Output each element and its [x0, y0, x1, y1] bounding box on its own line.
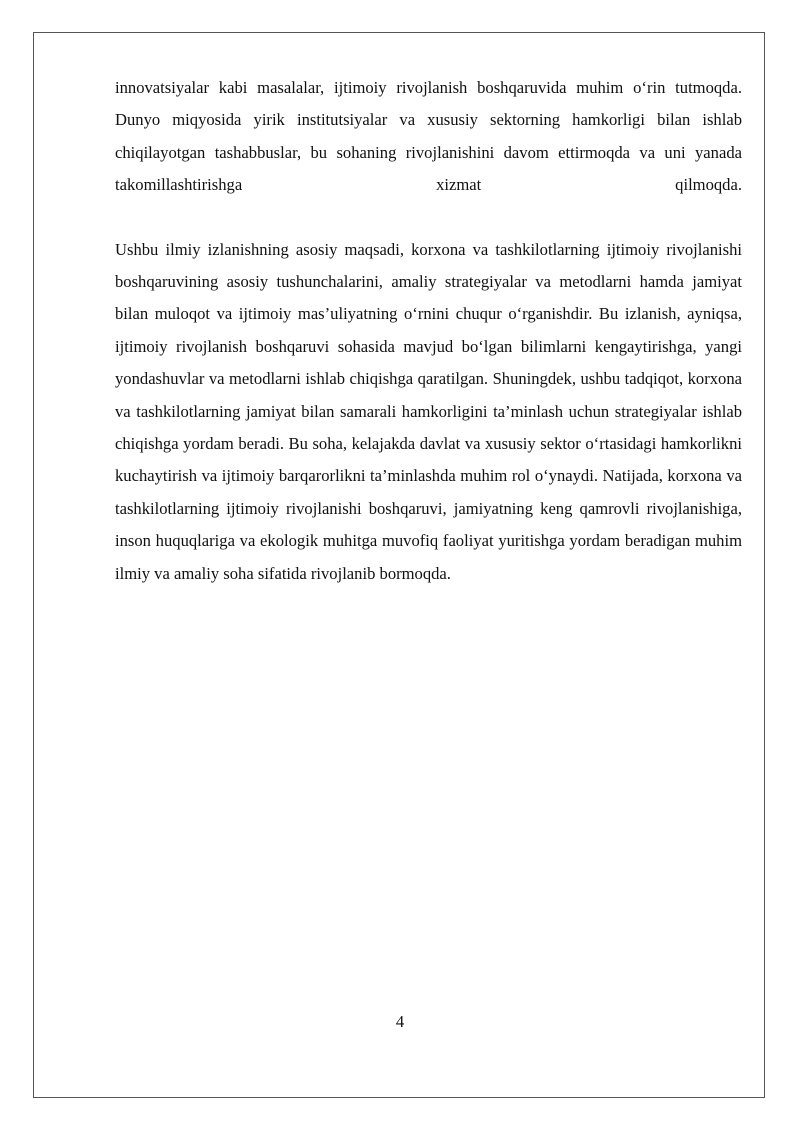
page-number: 4: [395, 1012, 405, 1031]
paragraph-2: Ushbu ilmiy izlanishning asosiy maqsadi, korxona va tashkilotlarning ijtimoiy rivojlanishi boshqaruvining asosiy tushunchalarini, amaliy strategiyalar va metodlarni hamda jamiyat bilan muloqot va ijtimoiy mas’uliyatning o‘rnini chuqur o‘rganishdir. Bu izlanish, ayniqsa, ijtimoiy rivojlanish boshqaruvi sohasida mavjud bo‘lgan bilimlarni kengaytirishga, yangi yondashuvlar va metodlarni ishlab chiqishga qaratilgan. Shuningdek, ushbu tadqiqot, korxona va tashkilotlarning jamiyat bilan samarali hamkorligini ta’minlash uchun strategiyalar ishlab chiqishga yordam beradi. Bu soha, kelajakda davlat va xususiy sektor o‘rtasidagi hamkorlikni kuchaytirish va ijtimoiy barqarorlikni ta’minlashda muhim rol o‘ynaydi. Natijada, korxona va tashkilotlarning ijtimoiy rivojlanishi boshqaruvi, jamiyatning keng qamrovli rivojlanishiga, inson huquqlariga va ekologik muhitga muvofiq faoliyat yuritishga yordam beradigan muhim ilmiy va amaliy soha sifatida rivojlanib bormoqda.: [115, 239, 742, 583]
page-body: [115, 72, 742, 590]
paragraph-1: innovatsiyalar kabi masalalar, ijtimoiy rivojlanish boshqaruvida muhim o‘rin tutmoqda. Dunyo miqyosida yirik institutsiyalar va xususiy sektorning hamkorligi bilan ishlab chiqilayotgan tashabbuslar, bu sohaning rivojlanishini davom ettirmoqda va uni yanada takomillashtirishga xizmat qilmoqda.: [115, 78, 742, 195]
